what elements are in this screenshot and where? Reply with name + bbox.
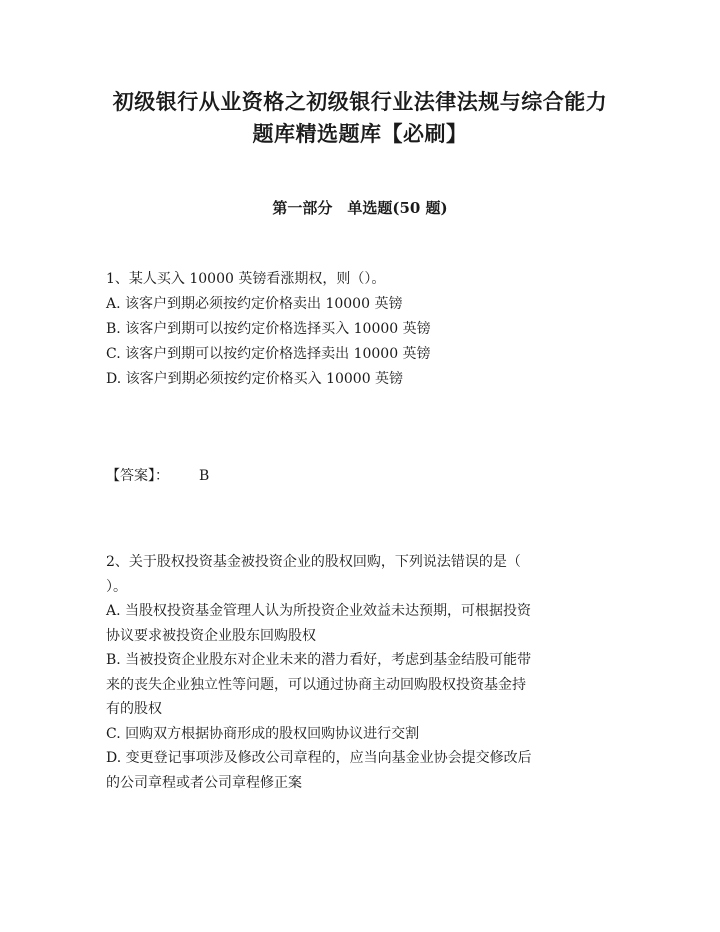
- answer-value: B: [199, 468, 210, 484]
- question-1-option-c: C. 该客户到期可以按约定价格选择卖出 10000 英镑: [106, 346, 431, 362]
- question-1: [106, 267, 626, 392]
- question-1-option-b: B. 该客户到期可以按约定价格选择买入 10000 英镑: [106, 321, 431, 337]
- question-1-answer: [106, 465, 209, 485]
- question-2-option-b-line-2: 来的丧失企业独立性等问题，可以通过协商主动回购股权投资基金持: [106, 676, 526, 693]
- question-1-option-d: D. 该客户到期必须按约定价格买入 10000 英镑: [106, 371, 404, 387]
- section-heading: 第一部分 单选题(50 题): [272, 199, 448, 217]
- document-title-line-1: 初级银行从业资格之初级银行业法律法规与综合能力: [112, 89, 608, 114]
- question-2-stem-line-2: ）。: [106, 578, 127, 595]
- question-2: [106, 550, 626, 795]
- question-2-option-b-line-3: 有的股权: [106, 701, 162, 717]
- question-2-stem-line-1: 2、关于股权投资基金被投资企业的股权回购，下列说法错误的是（: [106, 554, 521, 570]
- question-1-stem: 1、某人买入 10000 英镑看涨期权，则（）。: [106, 271, 386, 287]
- question-1-option-a: A. 该客户到期必须按约定价格卖出 10000 英镑: [106, 296, 403, 312]
- question-2-option-a-line-2: 协议要求被投资企业股东回购股权: [106, 627, 316, 644]
- question-2-option-b-line-1: B. 当被投资企业股东对企业未来的潜力看好，考虑到基金结股可能带: [106, 652, 532, 668]
- question-2-option-d-line-2: 的公司章程或者公司章程修正案: [106, 774, 302, 791]
- question-2-option-c: C. 回购双方根据协商形成的股权回购协议进行交割: [106, 725, 420, 742]
- question-2-option-d-line-1: D. 变更登记事项涉及修改公司章程的，应当向基金业协会提交修改后: [106, 750, 532, 766]
- document-title-line-2: 题库精选题库【必刷】: [252, 121, 468, 146]
- answer-label: 【答案】：: [106, 468, 169, 484]
- question-2-option-a-line-1: A. 当股权投资基金管理人认为所投资企业效益未达预期，可根据投资: [106, 603, 532, 619]
